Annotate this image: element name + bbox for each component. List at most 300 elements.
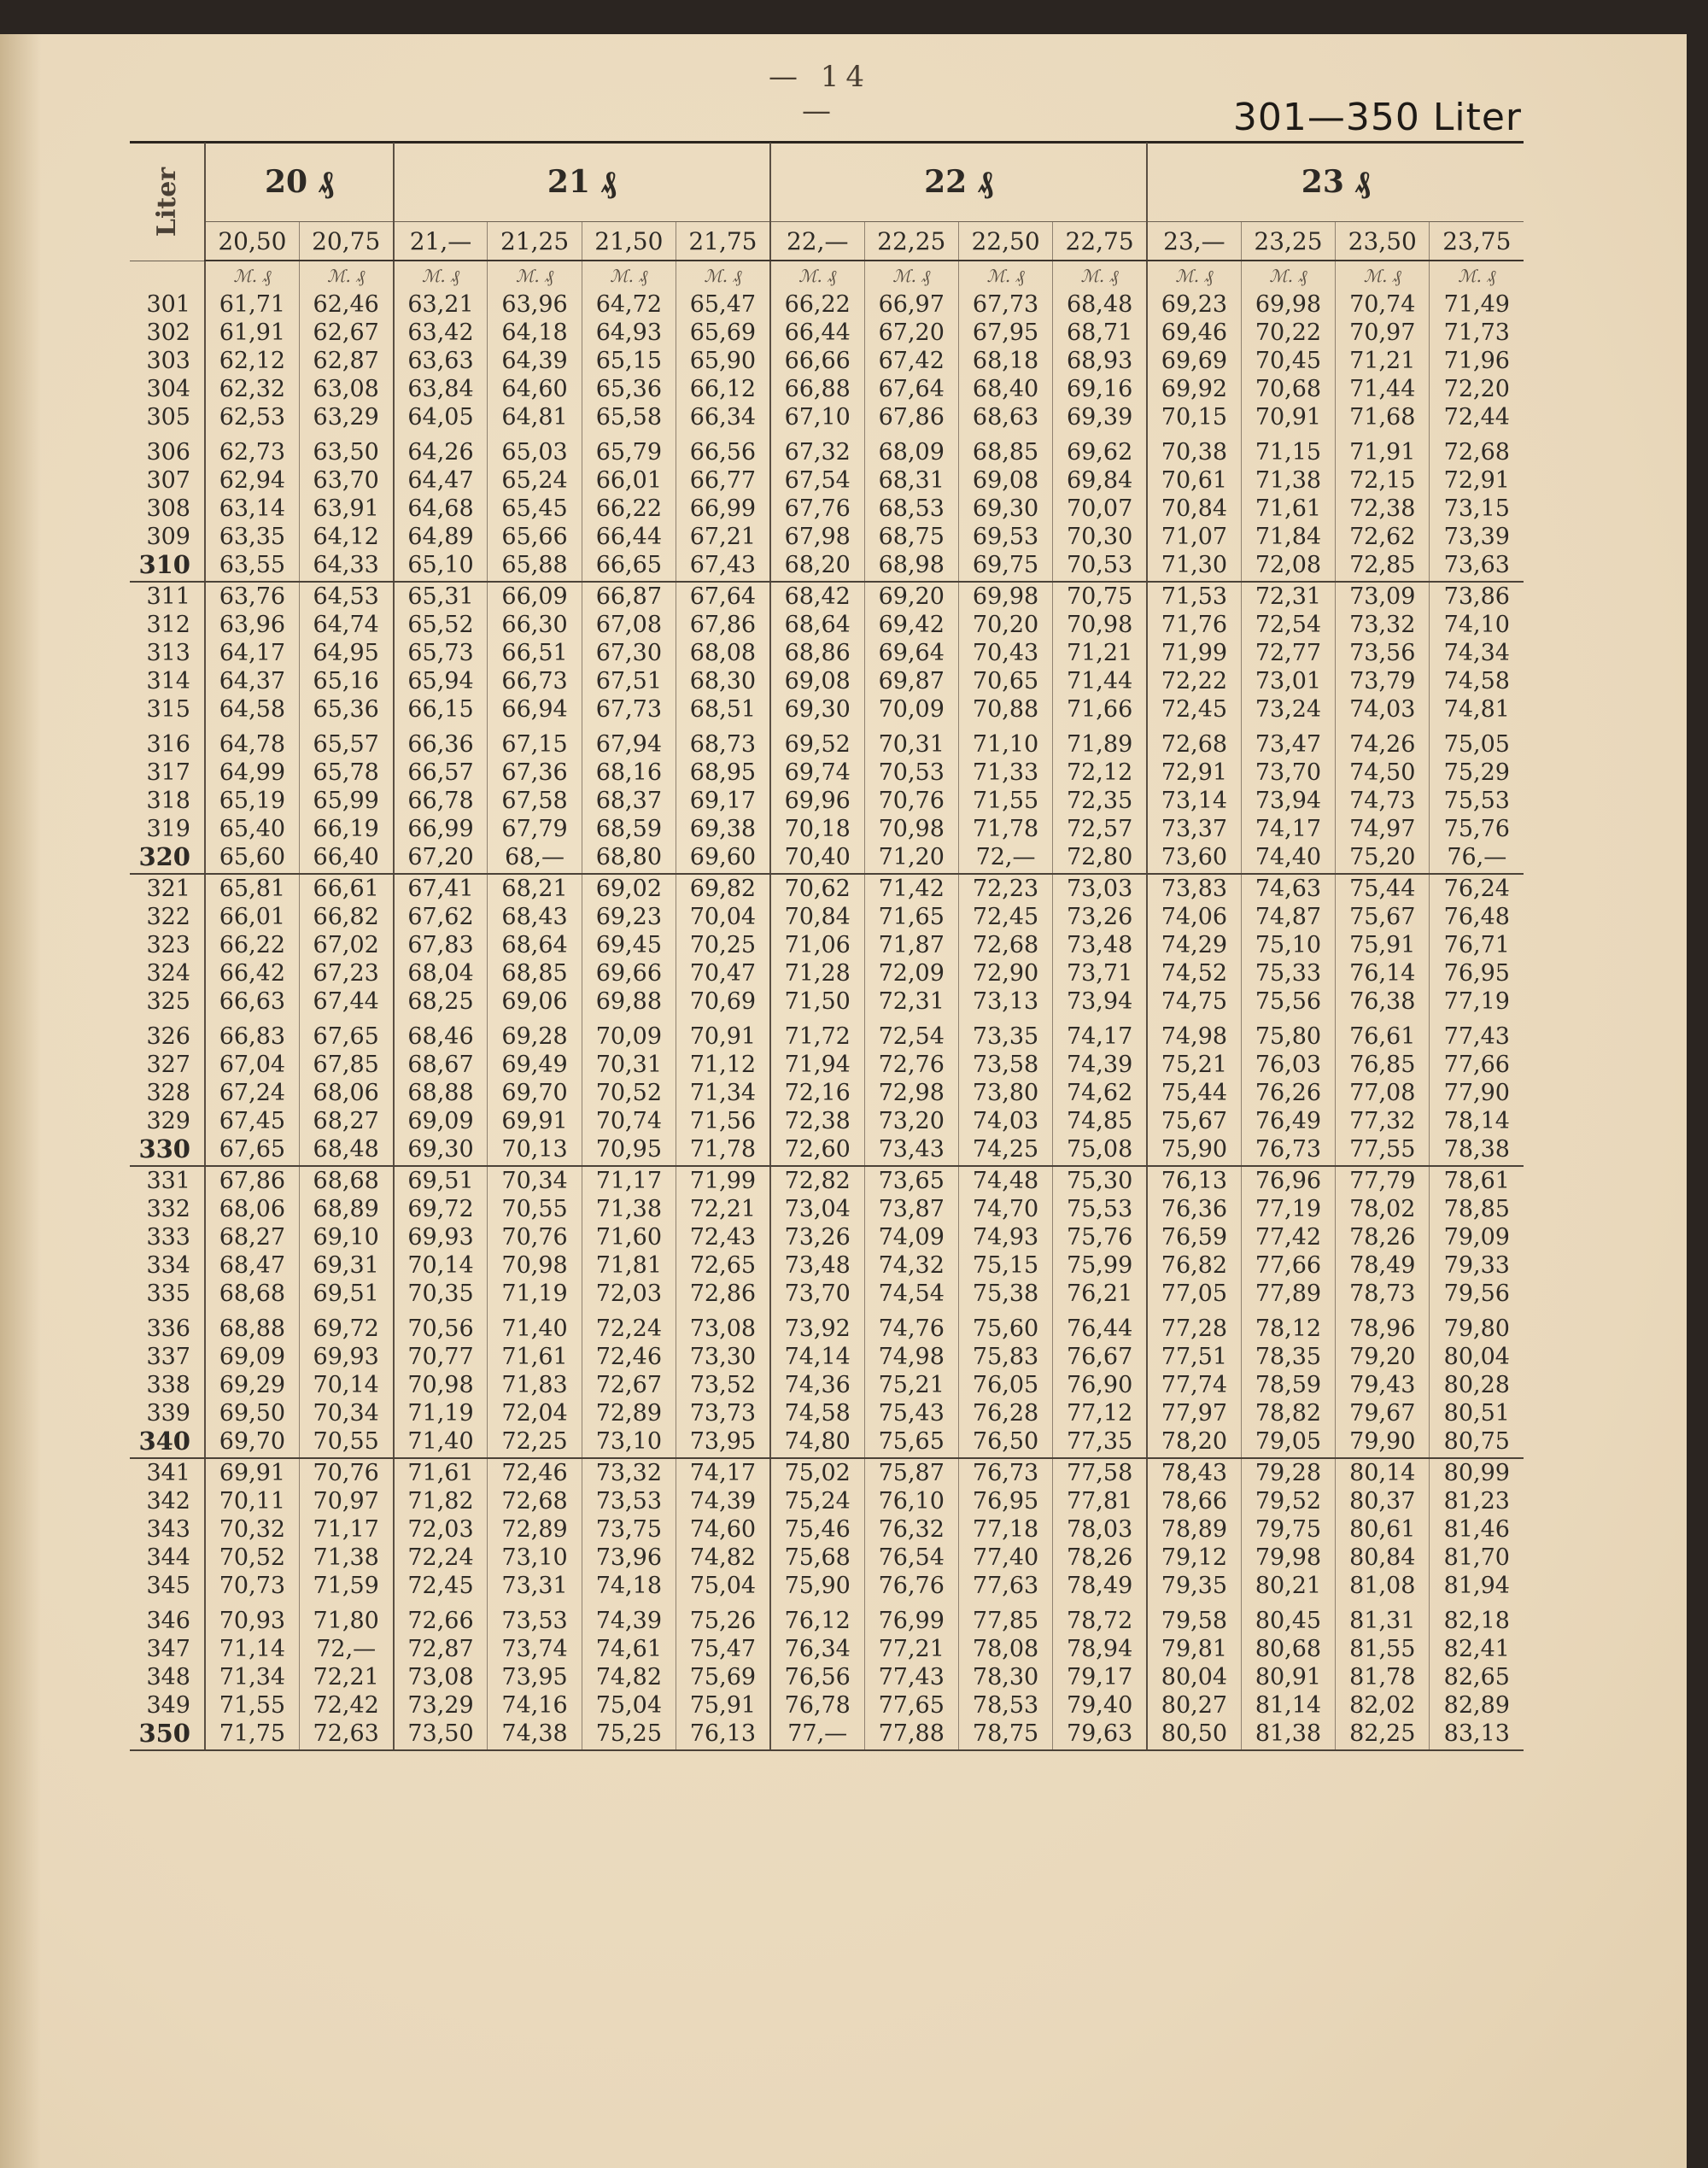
price-cell: 77,21 [864,1635,958,1663]
price-cell: 72,90 [958,959,1052,987]
price-cell: 74,39 [1053,1051,1147,1079]
liter-label: Liter [152,167,182,237]
price-cell: 70,31 [582,1051,676,1079]
price-cell: 66,15 [394,695,488,724]
price-cell: 64,53 [299,582,393,611]
price-cell: 74,40 [1241,843,1335,874]
price-cell: 74,61 [582,1635,676,1663]
price-cell: 74,81 [1430,695,1524,724]
price-cell: 77,58 [1053,1458,1147,1487]
price-cell: 71,28 [770,959,864,987]
price-cell: 73,37 [1147,815,1241,843]
table-row [130,1166,1524,1195]
table-row [130,1079,1524,1107]
price-cell: 76,50 [958,1427,1052,1458]
price-cell: 63,96 [205,611,299,639]
price-cell: 73,26 [770,1223,864,1251]
price-cell: 74,14 [770,1343,864,1371]
price-cell: 72,21 [299,1663,393,1691]
price-cell: 68,51 [676,695,770,724]
price-cell: 66,63 [205,987,299,1016]
price-cell: 80,28 [1430,1371,1524,1399]
price-cell: 77,51 [1147,1343,1241,1371]
liter-cell: 302 [146,319,190,346]
table-row [130,1427,1524,1458]
price-cell: 65,16 [299,667,393,695]
price-cell: 70,93 [205,1600,299,1635]
price-cell: 65,03 [488,431,582,466]
price-cell: 66,77 [676,466,770,495]
liter-cell: 341 [146,1460,190,1486]
price-cell: 78,20 [1147,1427,1241,1458]
price-cell: 71,78 [958,815,1052,843]
price-cell: 72,98 [864,1079,958,1107]
price-cell: 75,05 [1430,724,1524,759]
table-row [130,582,1524,611]
price-cell: 67,73 [582,695,676,724]
price-cell: 76,13 [676,1720,770,1750]
price-cell: 72,23 [958,874,1052,903]
price-cell: 65,36 [582,375,676,403]
price-cell: 66,57 [394,759,488,787]
price-cell: 67,10 [770,403,864,431]
price-cell: 67,41 [394,874,488,903]
price-cell: 71,44 [1053,667,1147,695]
unit-label: ℳ. ₰ [1241,261,1335,290]
price-cell: 72,35 [1053,787,1147,815]
price-cell: 63,63 [394,347,488,375]
table-row [130,1135,1524,1166]
price-cell: 70,25 [676,931,770,959]
price-cell: 67,95 [958,319,1052,347]
price-cell: 77,65 [864,1691,958,1720]
price-cell: 78,61 [1430,1166,1524,1195]
price-cell: 67,42 [864,347,958,375]
price-cell: 70,56 [394,1308,488,1343]
price-header: 21,75 [676,222,770,261]
price-cell: 77,18 [958,1515,1052,1544]
price-header: 22,50 [958,222,1052,261]
price-cell: 69,02 [582,874,676,903]
price-cell: 73,83 [1147,874,1241,903]
price-cell: 70,55 [299,1427,393,1458]
liter-cell: 346 [146,1608,190,1634]
price-cell: 65,31 [394,582,488,611]
price-cell: 79,28 [1241,1458,1335,1487]
price-cell: 77,79 [1336,1166,1430,1195]
price-cell: 74,50 [1336,759,1430,787]
price-cell: 66,22 [205,931,299,959]
price-cell: 69,53 [958,523,1052,551]
price-cell: 73,53 [488,1600,582,1635]
price-cell: 73,63 [1430,551,1524,582]
price-cell: 70,11 [205,1487,299,1515]
price-cell: 66,73 [488,667,582,695]
price-cell: 73,32 [582,1458,676,1487]
price-cell: 76,10 [864,1487,958,1515]
price-cell: 80,68 [1241,1635,1335,1663]
price-cell: 71,21 [1053,639,1147,667]
price-cell: 71,96 [1430,347,1524,375]
price-cell: 70,53 [864,759,958,787]
price-cell: 73,04 [770,1195,864,1223]
price-cell: 72,24 [394,1544,488,1572]
table-row [130,695,1524,724]
price-cell: 74,80 [770,1427,864,1458]
price-cell: 67,45 [205,1107,299,1135]
price-cell: 69,51 [299,1280,393,1308]
price-cell: 69,39 [1053,403,1147,431]
price-cell: 65,45 [488,495,582,523]
price-cell: 72,91 [1147,759,1241,787]
price-cell: 69,70 [488,1079,582,1107]
table-row [130,1458,1524,1487]
price-cell: 71,73 [1430,319,1524,347]
liter-cell: 329 [146,1108,190,1134]
price-cell: 70,98 [1053,611,1147,639]
price-cell: 77,35 [1053,1427,1147,1458]
price-cell: 73,39 [1430,523,1524,551]
price-cell: 74,58 [770,1399,864,1427]
price-cell: 63,14 [205,495,299,523]
price-cell: 73,75 [582,1515,676,1544]
price-cell: 75,30 [1053,1166,1147,1195]
price-cell: 65,81 [205,874,299,903]
price-cell: 72,65 [676,1251,770,1280]
price-cell: 76,99 [864,1600,958,1635]
price-cell: 76,78 [770,1691,864,1720]
price-cell: 70,34 [488,1166,582,1195]
price-cell: 69,92 [1147,375,1241,403]
price-cell: 76,73 [1241,1135,1335,1166]
price-cell: 75,47 [676,1635,770,1663]
table-row [130,347,1524,375]
price-cell: 62,87 [299,347,393,375]
price-cell: 71,99 [1147,639,1241,667]
price-cell: 70,84 [770,903,864,931]
price-cell: 68,09 [864,431,958,466]
price-cell: 77,85 [958,1600,1052,1635]
liter-cell: 309 [146,524,190,550]
price-cell: 71,33 [958,759,1052,787]
price-cell: 64,78 [205,724,299,759]
price-cell: 72,45 [394,1572,488,1600]
table-row [130,931,1524,959]
price-cell: 73,56 [1336,639,1430,667]
price-cell: 75,38 [958,1280,1052,1308]
price-cell: 67,85 [299,1051,393,1079]
price-cell: 70,97 [1336,319,1430,347]
price-cell: 78,75 [958,1720,1052,1750]
price-cell: 66,51 [488,639,582,667]
price-cell: 72,16 [770,1079,864,1107]
price-cell: 67,44 [299,987,393,1016]
price-cell: 71,20 [864,843,958,874]
price-cell: 70,98 [864,815,958,843]
liter-cell: 336 [146,1315,190,1342]
price-cell: 73,24 [1241,695,1335,724]
price-cell: 68,16 [582,759,676,787]
price-cell: 72,80 [1053,843,1147,874]
price-cell: 74,93 [958,1223,1052,1251]
price-cell: 72,— [299,1635,393,1663]
table-row [130,403,1524,431]
unit-label: ℳ. ₰ [205,261,299,290]
price-cell: 76,38 [1336,987,1430,1016]
price-cell: 62,67 [299,319,393,347]
table-row [130,1691,1524,1720]
price-cell: 74,73 [1336,787,1430,815]
liter-cell: 326 [146,1023,190,1050]
table-row [130,495,1524,523]
price-cell: 68,20 [770,551,864,582]
price-cell: 70,68 [1241,375,1335,403]
price-cell: 79,81 [1147,1635,1241,1663]
price-cell: 67,65 [299,1016,393,1051]
price-cell: 69,96 [770,787,864,815]
price-cell: 75,21 [864,1371,958,1399]
price-cell: 66,44 [582,523,676,551]
price-cell: 69,66 [582,959,676,987]
price-cell: 64,17 [205,639,299,667]
price-cell: 62,94 [205,466,299,495]
price-cell: 73,01 [1241,667,1335,695]
price-cell: 79,40 [1053,1691,1147,1720]
price-cell: 71,81 [582,1251,676,1280]
price-cell: 73,74 [488,1635,582,1663]
price-cell: 69,30 [770,695,864,724]
price-cell: 69,62 [1053,431,1147,466]
price-cell: 75,67 [1336,903,1430,931]
price-cell: 67,15 [488,724,582,759]
price-cell: 70,13 [488,1135,582,1166]
price-cell: 71,65 [864,903,958,931]
price-cell: 62,32 [205,375,299,403]
price-cell: 74,03 [958,1107,1052,1135]
price-cell: 69,91 [488,1107,582,1135]
price-header: 23,— [1147,222,1241,261]
price-header: 23,25 [1241,222,1335,261]
unit-label: ℳ. ₰ [1336,261,1430,290]
liter-cell: 314 [146,668,190,694]
table-row [130,290,1524,319]
price-cell: 81,46 [1430,1515,1524,1544]
price-cell: 65,52 [394,611,488,639]
price-cell: 71,75 [205,1720,299,1750]
price-cell: 70,09 [582,1016,676,1051]
liter-cell: 310 [130,551,205,582]
table-row [130,1544,1524,1572]
price-cell: 71,34 [205,1663,299,1691]
table-row [130,1663,1524,1691]
liter-cell: 335 [146,1280,190,1307]
price-cell: 64,99 [205,759,299,787]
price-cell: 72,03 [582,1280,676,1308]
price-cell: 77,81 [1053,1487,1147,1515]
price-cell: 70,09 [864,695,958,724]
price-cell: 80,51 [1430,1399,1524,1427]
liter-cell: 301 [146,291,190,318]
price-cell: 75,60 [958,1308,1052,1343]
price-cell: 63,96 [488,290,582,319]
price-cell: 67,04 [205,1051,299,1079]
table-row [130,1343,1524,1371]
price-cell: 72,60 [770,1135,864,1166]
price-cell: 64,81 [488,403,582,431]
table-row [130,611,1524,639]
price-cell: 68,25 [394,987,488,1016]
page-range-heading: 301—350 Liter [1232,96,1522,139]
price-cell: 71,17 [582,1166,676,1195]
price-cell: 68,68 [205,1280,299,1308]
price-cell: 70,55 [488,1195,582,1223]
price-cell: 79,75 [1241,1515,1335,1544]
price-cell: 66,34 [676,403,770,431]
price-cell: 76,90 [1053,1371,1147,1399]
liter-cell: 317 [146,759,190,786]
price-cell: 64,26 [394,431,488,466]
price-cell: 70,91 [676,1016,770,1051]
price-cell: 67,23 [299,959,393,987]
price-cell: 77,19 [1241,1195,1335,1223]
price-cell: 67,54 [770,466,864,495]
price-cell: 73,86 [1430,582,1524,611]
price-cell: 67,21 [676,523,770,551]
price-cell: 67,94 [582,724,676,759]
unit-label: ℳ. ₰ [1053,261,1147,290]
price-cell: 72,38 [1336,495,1430,523]
price-cell: 66,94 [488,695,582,724]
price-cell: 76,73 [958,1458,1052,1487]
price-cell: 75,53 [1430,787,1524,815]
price-cell: 80,04 [1147,1663,1241,1691]
price-cell: 65,69 [676,319,770,347]
price-cell: 78,08 [958,1635,1052,1663]
price-cell: 70,34 [299,1399,393,1427]
price-cell: 68,73 [676,724,770,759]
price-cell: 66,30 [488,611,582,639]
price-cell: 74,58 [1430,667,1524,695]
table-row [130,639,1524,667]
price-cell: 76,56 [770,1663,864,1691]
price-cell: 72,68 [488,1487,582,1515]
price-cell: 75,33 [1241,959,1335,987]
price-cell: 74,18 [582,1572,676,1600]
price-cell: 71,19 [394,1399,488,1427]
price-cell: 81,70 [1430,1544,1524,1572]
price-cell: 73,87 [864,1195,958,1223]
price-cell: 67,83 [394,931,488,959]
table-row [130,1720,1524,1750]
price-cell: 68,89 [299,1195,393,1223]
price-header: 21,25 [488,222,582,261]
price-cell: 79,09 [1430,1223,1524,1251]
price-cell: 76,95 [1430,959,1524,987]
price-cell: 71,19 [488,1280,582,1308]
price-cell: 78,14 [1430,1107,1524,1135]
price-cell: 78,94 [1053,1635,1147,1663]
price-cell: 70,14 [299,1371,393,1399]
price-cell: 71,60 [582,1223,676,1251]
liter-cell: 327 [146,1052,190,1078]
price-cell: 71,94 [770,1051,864,1079]
price-cell: 75,91 [676,1691,770,1720]
price-cell: 76,34 [770,1635,864,1663]
price-header: 22,25 [864,222,958,261]
price-cell: 75,21 [1147,1051,1241,1079]
price-cell: 74,63 [1241,874,1335,903]
price-cell: 75,69 [676,1663,770,1691]
price-cell: 68,08 [676,639,770,667]
price-cell: 78,49 [1053,1572,1147,1600]
price-cell: 72,20 [1430,375,1524,403]
liter-cell: 306 [146,439,190,466]
price-cell: 71,12 [676,1051,770,1079]
liter-cell: 315 [146,696,190,723]
price-cell: 68,37 [582,787,676,815]
price-cell: 65,15 [582,347,676,375]
table-row [130,551,1524,582]
price-cell: 81,55 [1336,1635,1430,1663]
price-cell: 73,29 [394,1691,488,1720]
price-cell: 73,43 [864,1135,958,1166]
price-cell: 70,69 [676,987,770,1016]
price-cell: 70,15 [1147,403,1241,431]
price-cell: 69,74 [770,759,864,787]
price-cell: 73,70 [1241,759,1335,787]
price-cell: 71,55 [205,1691,299,1720]
price-cell: 69,16 [1053,375,1147,403]
price-cell: 71,40 [394,1427,488,1458]
price-cell: 70,91 [1241,403,1335,431]
price-cell: 67,24 [205,1079,299,1107]
price-cell: 73,13 [958,987,1052,1016]
price-cell: 69,60 [676,843,770,874]
price-cell: 69,30 [394,1135,488,1166]
price-cell: 63,08 [299,375,393,403]
price-cell: 71,30 [1147,551,1241,582]
price-cell: 76,28 [958,1399,1052,1427]
unit-label: ℳ. ₰ [582,261,676,290]
price-cell: 72,87 [394,1635,488,1663]
price-cell: 72,09 [864,959,958,987]
liter-cell: 311 [146,583,190,610]
price-cell: 73,10 [582,1427,676,1458]
table-row [130,903,1524,931]
price-cell: 75,68 [770,1544,864,1572]
price-cell: 75,44 [1336,874,1430,903]
price-cell: 73,79 [1336,667,1430,695]
liter-cell: 347 [146,1636,190,1662]
unit-label: ℳ. ₰ [1430,261,1524,290]
price-cell: 73,95 [488,1663,582,1691]
price-cell: 72,22 [1147,667,1241,695]
price-cell: 64,60 [488,375,582,403]
price-cell: 71,55 [958,787,1052,815]
liter-cell: 350 [130,1720,205,1750]
price-cell: 62,46 [299,290,393,319]
price-cell: 70,45 [1241,347,1335,375]
price-cell: 72,89 [582,1399,676,1427]
price-cell: 73,71 [1053,959,1147,987]
price-cell: 69,52 [770,724,864,759]
price-cell: 69,23 [1147,290,1241,319]
price-cell: 78,72 [1053,1600,1147,1635]
liter-cell: 320 [130,843,205,874]
price-cell: 67,08 [582,611,676,639]
table-row [130,1223,1524,1251]
price-cell: 70,88 [958,695,1052,724]
